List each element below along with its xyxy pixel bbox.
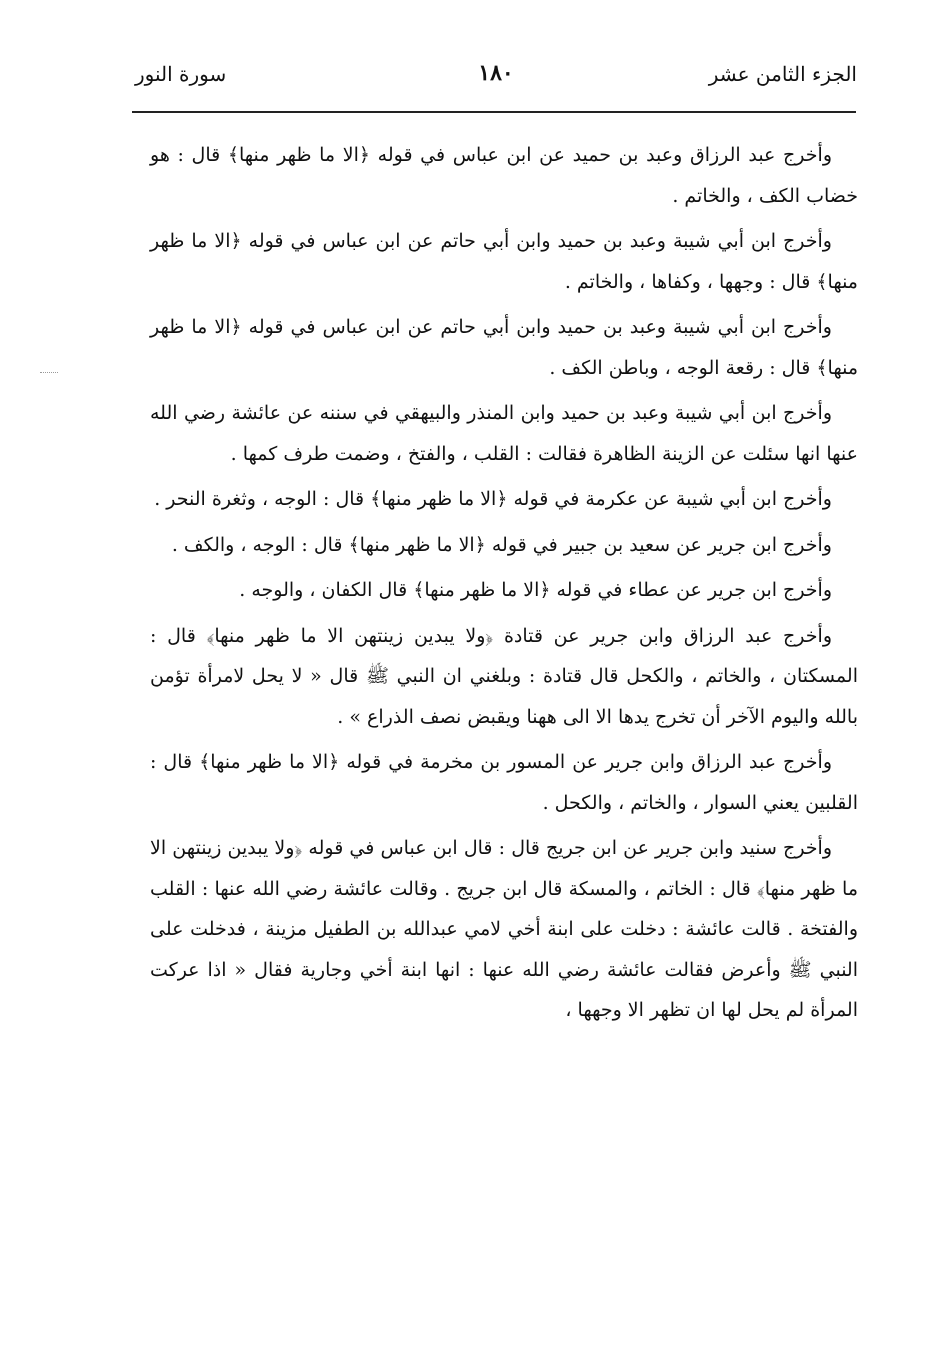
header-divider (132, 111, 856, 113)
paragraph: وأخرج سنيد وابن جرير عن ابن جريج قال : قال ابن عباس في قوله ﴿ولا يبدين زينتهن الا ما ظهر منها﴾ قال : الخاتم ، والمسكة قال ابن جريج . وقالت عائشة رضي الله عنها : القلب والفتخة . قالت عائشة : دخلت على ابنة أخي لامي عبدالله بن الطفيل مزينة ، فدخلت على النبي ﷺ وأعرض فقالت عائشة رضي الله عنها : انها ابنة أخي وجارية فقال « اذا عركت المرأة لم يحل لها ان تظهر الا وجهها ، (150, 837, 858, 1021)
paragraph: وأخرج عبد الرزاق وعبد بن حميد عن ابن عباس في قوله ﴿الا ما ظهر منها﴾ قال : هو خضاب الكف ، والخاتم . (150, 144, 858, 207)
paragraph: وأخرج ابن أبي شيبة عن عكرمة في قوله ﴿الا ما ظهر منها﴾ قال : الوجه ، وثغرة النحر . (154, 488, 832, 510)
body-text (150, 135, 858, 1036)
part-title: الجزء الثامن عشر (708, 62, 857, 86)
paragraph: وأخرج عبد الرزاق وابن جرير عن المسور بن مخرمة في قوله ﴿الا ما ظهر منها﴾ قال : القلبين يعني السوار ، والخاتم ، والكحل . (150, 751, 858, 814)
paragraph: وأخرج ابن أبي شيبة وعبد بن حميد وابن أبي حاتم عن ابن عباس في قوله ﴿الا ما ظهر منها﴾ قال : رقعة الوجه ، وباطن الكف . (150, 316, 858, 379)
paragraph: وأخرج ابن أبي شيبة وعبد بن حميد وابن أبي حاتم عن ابن عباس في قوله ﴿الا ما ظهر منها﴾ قال : وجهها ، وكفاها ، والخاتم . (150, 230, 858, 293)
running-header (135, 58, 857, 98)
surah-title: سورة النور (135, 62, 227, 86)
paragraph: وأخرج ابن جرير عن عطاء في قوله ﴿الا ما ظهر منها﴾ قال الكفان ، والوجه . (239, 579, 832, 601)
paragraph: وأخرج ابن جرير عن سعيد بن جبير في قوله ﴿الا ما ظهر منها﴾ قال : الوجه ، والكف . (171, 533, 832, 556)
paragraph: وأخرج ابن أبي شيبة وعبد بن حميد وابن المنذر والبيهقي في سننه عن عائشة رضي الله عنها انها سئلت عن الزينة الظاهرة فقالت : القلب ، والفتخ ، وضمت طرف كمها . (150, 402, 858, 465)
scan-speck (40, 372, 58, 376)
page-number: ١٨٠ (478, 60, 514, 86)
paragraph: وأخرج عبد الرزاق وابن جرير عن قتادة ﴿ولا يبدين زينتهن الا ما ظهر منها﴾ قال : المسكتان ، والخاتم ، والكحل قال قتادة : وبلغني ان النبي ﷺ قال « لا يحل لامرأة تؤمن بالله واليوم الآخر أن تخرج يدها الا الى ههنا ويقبض نصف الذراع » . (150, 624, 858, 728)
